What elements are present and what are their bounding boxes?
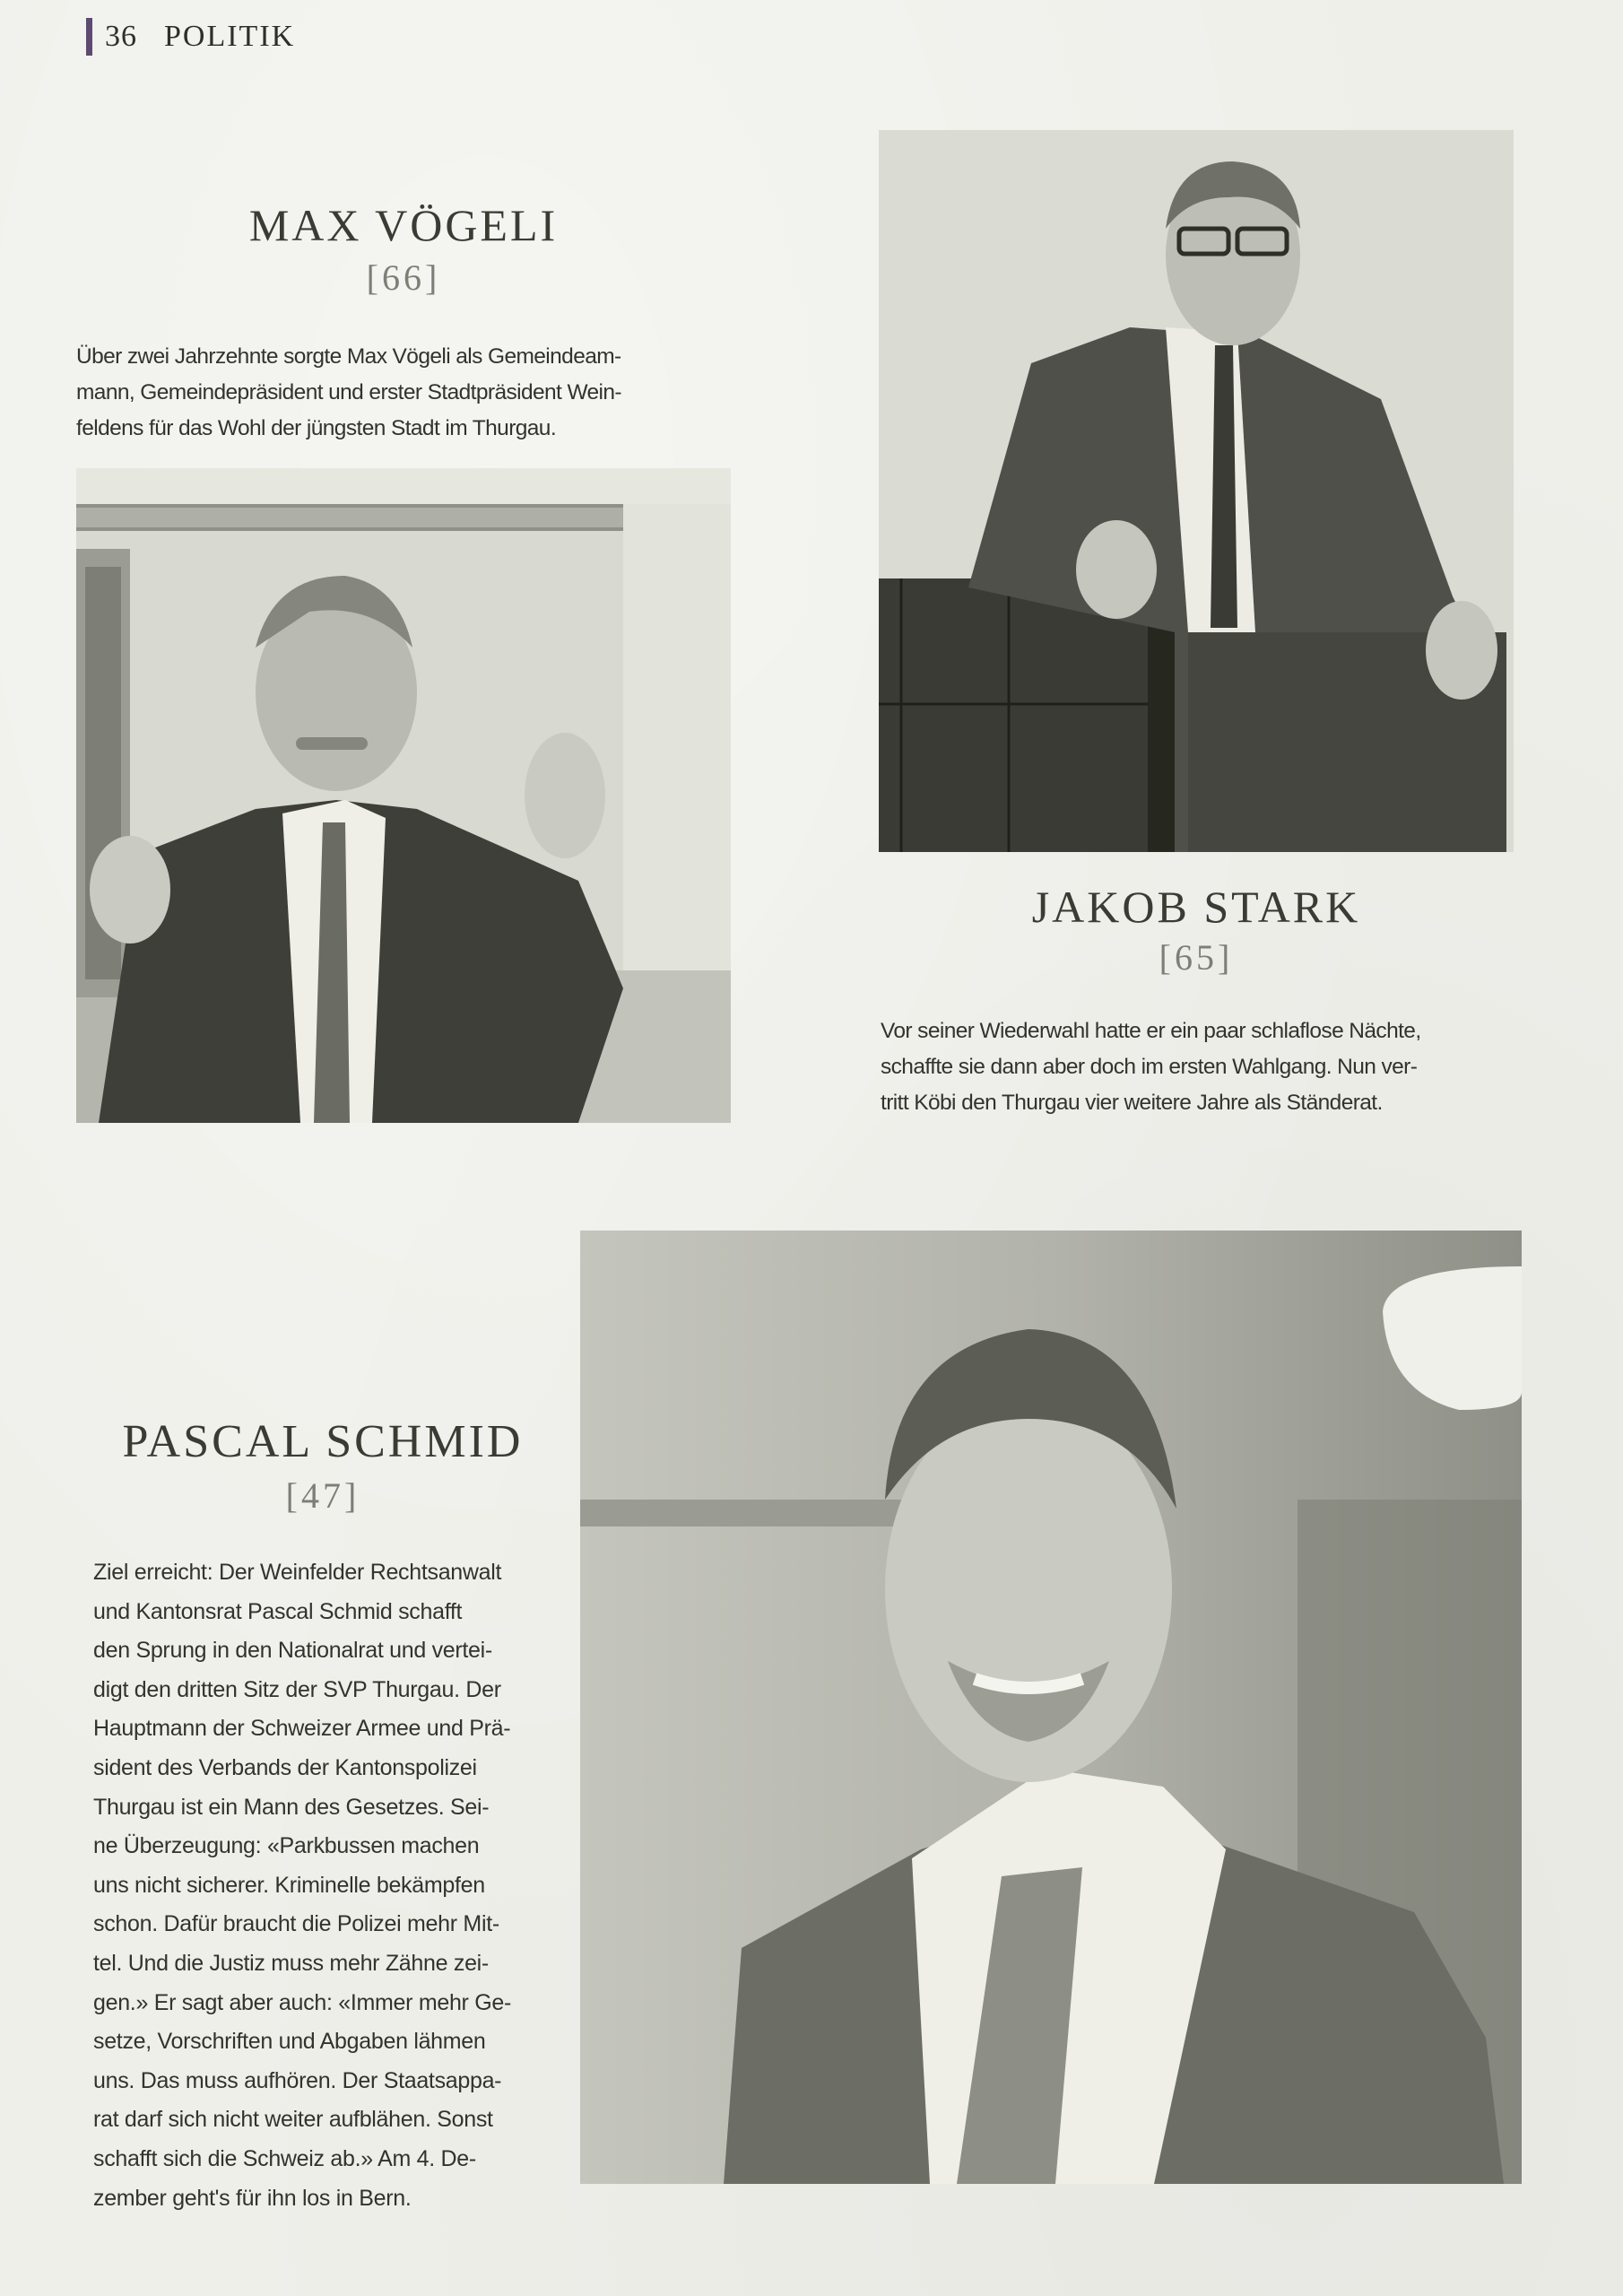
profile-age-schmid: [47] [285,1475,360,1516]
text-line: sident des Verbands der Kantonspolizei [93,1754,477,1780]
text-line: schon. Dafür braucht die Polizei mehr Mit- [93,1911,499,1937]
photo-illustration [580,1231,1522,2184]
text-line: gen.» Er sagt aber auch: «Immer mehr Ge- [93,1989,511,2015]
portrait-photo-jakob-stark [879,130,1514,852]
section-accent-bar [86,18,92,56]
text-line: Hauptmann der Schweizer Armee und Prä- [93,1716,511,1742]
text-line: ne Überzeugung: «Parkbussen machen [93,1833,480,1859]
text-line: Über zwei Jahrzehnte sorgte Max Vögeli als Gemeindeam- [76,344,621,369]
profile-name-stark: JAKOB STARK [1031,882,1361,932]
text-line: uns nicht sicherer. Kriminelle bekämpfen [93,1872,485,1898]
text-line: Thurgau ist ein Mann des Gesetzes. Sei- [93,1794,490,1820]
profile-name-schmid: PASCAL SCHMID [122,1416,524,1467]
photo-illustration [76,468,731,1123]
profile-text-stark [881,1013,1526,1121]
text-line: Ziel erreicht: Der Weinfelder Rechtsanwalt [93,1560,502,1585]
text-line: tritt Köbi den Thurgau vier weitere Jahre als Ständerat. [881,1091,1383,1115]
text-line: tel. Und die Justiz muss mehr Zähne zei- [93,1950,489,1976]
profile-name-voegeli: MAX VÖGELI [248,200,559,250]
profile-age-voegeli: [66] [366,257,441,298]
profile-age-stark: [65] [1159,937,1234,978]
section-title: POLITIK [164,20,296,53]
portrait-photo-max-voegeli [76,468,731,1123]
text-line: schafft sich die Schweiz ab.» Am 4. De- [93,2145,476,2171]
portrait-photo-pascal-schmid [580,1231,1522,2184]
page-header [86,14,295,59]
text-line: digt den dritten Sitz der SVP Thurgau. Der [93,1676,501,1702]
text-line: rat darf sich nicht weiter aufblähen. Sonst [93,2107,493,2133]
page-number: 36 [105,20,137,53]
text-line: zember geht's für ihn los in Bern. [93,2185,412,2211]
text-line: setze, Vorschriften und Abgaben lähmen [93,2029,486,2055]
text-line: den Sprung in den Nationalrat und vertei- [93,1638,492,1664]
profile-text-voegeli [76,339,740,447]
text-line: Vor seiner Wiederwahl hatte er ein paar schlaflose Nächte, [881,1019,1421,1043]
text-line: feldens für das Wohl der jüngsten Stadt im Thurgau. [76,416,557,440]
text-line: und Kantonsrat Pascal Schmid schafft [93,1598,463,1624]
text-line: schaffte sie dann aber doch im ersten Wahlgang. Nun ver- [881,1055,1418,1079]
photo-illustration [879,130,1514,852]
text-line: uns. Das muss aufhören. Der Staatsappa- [93,2067,502,2093]
text-line: mann, Gemeindepräsident und erster Stadtpräsident Wein- [76,380,621,404]
profile-text-schmid [93,1553,555,2218]
